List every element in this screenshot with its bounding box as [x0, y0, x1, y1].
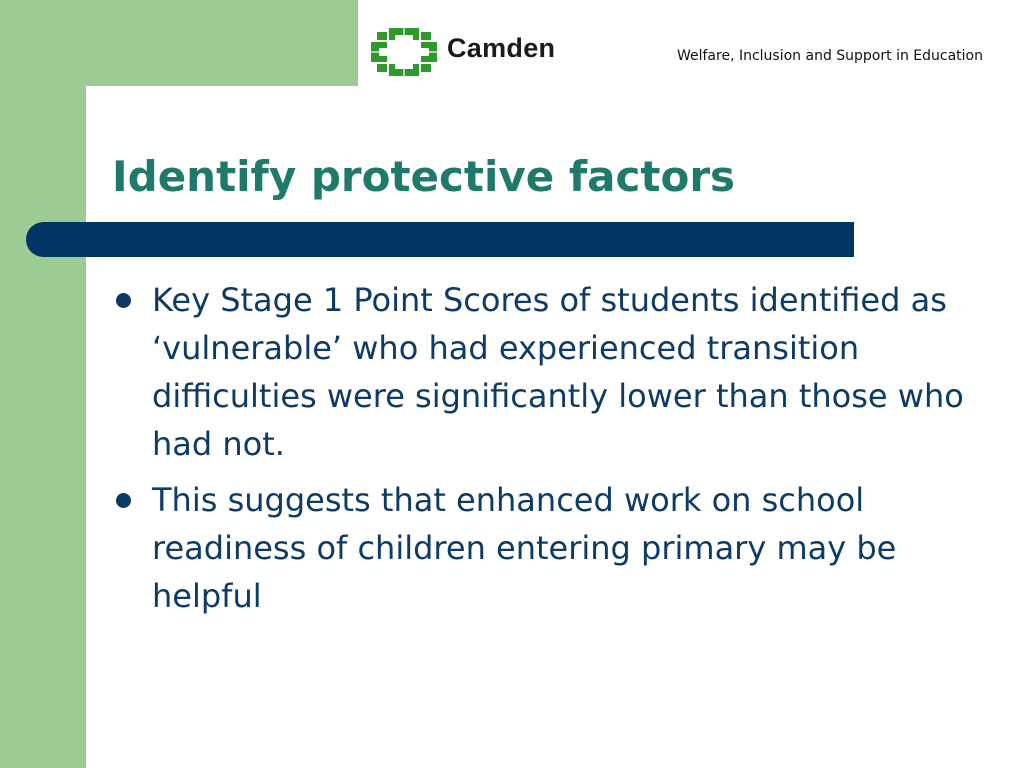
- camden-logo-icon: [369, 26, 439, 78]
- green-top-band: [0, 0, 358, 86]
- bullet-item: [112, 476, 992, 620]
- header-tagline: Welfare, Inclusion and Support in Education: [676, 48, 983, 64]
- green-side-band: [0, 0, 86, 768]
- bullet-list: [112, 276, 992, 628]
- bullet-item: [112, 276, 992, 468]
- bullet-dot-icon: [116, 293, 131, 308]
- slide-title: Identify protective factors: [112, 152, 736, 201]
- camden-logo: [369, 26, 555, 78]
- title-underline-bar: [26, 222, 854, 257]
- bullet-dot-icon: [116, 493, 131, 508]
- bullet-text: This suggests that enhanced work on school readiness of children entering primary may be helpful: [152, 481, 897, 615]
- bullet-text: Key Stage 1 Point Scores of students identified as ‘vulnerable’ who had experienced transition difficulties were significantly lower than those who had not.: [152, 281, 964, 463]
- logo-wordmark: Camden: [447, 32, 556, 63]
